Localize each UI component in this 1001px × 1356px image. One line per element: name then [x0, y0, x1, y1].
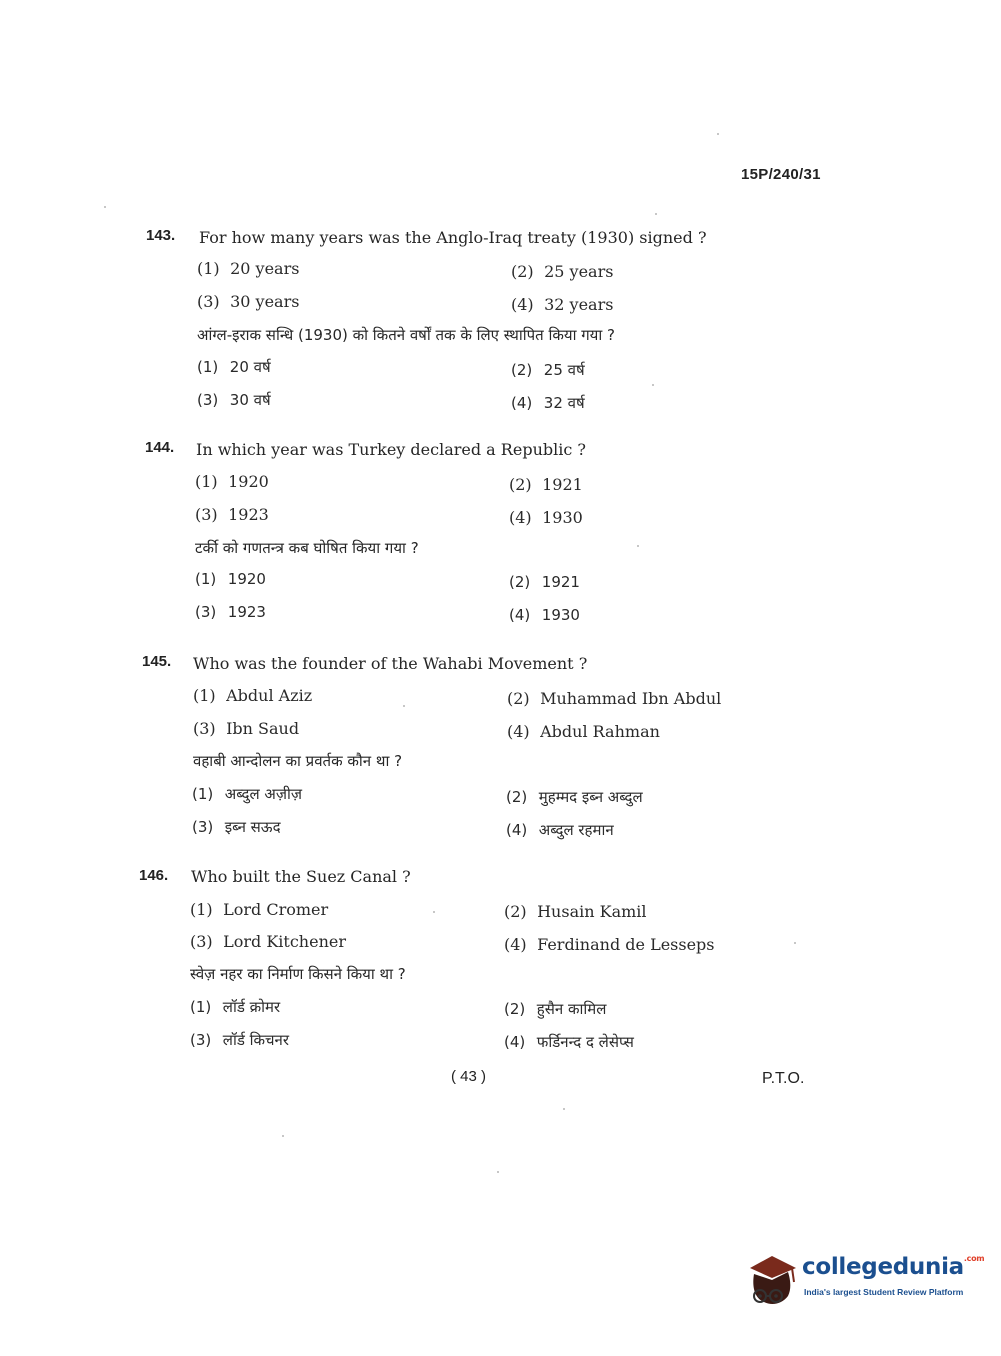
option-en-3 [197, 292, 299, 311]
option-label: (3) [190, 1031, 212, 1049]
option-label: (4) [506, 821, 528, 839]
option-text: अब्दुल अज़ीज़ [224, 785, 303, 803]
option-hi-4 [509, 606, 580, 624]
logo-wordmark [802, 1254, 984, 1280]
scan-speck [403, 705, 405, 707]
question-text-hindi: टर्की को गणतन्त्र कब घोषित किया गया ? [195, 539, 419, 557]
option-text: लॉर्ड क्रोमर [222, 998, 281, 1016]
option-hi-4 [506, 820, 614, 840]
option-en-2 [504, 902, 647, 921]
option-en-2 [511, 262, 613, 281]
option-label: (1) [193, 686, 216, 705]
collegedunia-watermark [742, 1250, 985, 1310]
option-en-1 [193, 686, 312, 705]
option-label: (1) [192, 785, 214, 803]
option-text: Lord Kitchener [223, 932, 346, 951]
question-number: 145. [142, 653, 172, 670]
option-label: (2) [511, 361, 533, 379]
option-en-4 [509, 508, 583, 527]
option-label: (1) [195, 472, 218, 491]
option-hi-3 [195, 603, 266, 621]
scan-speck [717, 133, 719, 135]
option-label: (1) [190, 900, 213, 919]
option-hi-2 [511, 360, 585, 380]
page-number: ( 43 ) [451, 1068, 487, 1085]
paper-code: 15P/240/31 [741, 166, 821, 183]
option-hi-1 [195, 570, 266, 588]
option-label: (4) [509, 508, 532, 527]
scan-speck [563, 1108, 565, 1110]
option-label: (3) [193, 719, 216, 738]
logo-tagline: India's largest Student Review Platform [804, 1287, 964, 1297]
option-en-3 [195, 505, 269, 524]
option-hi-2 [504, 999, 606, 1019]
option-label: (2) [509, 475, 532, 494]
option-text: Muhammad Ibn Abdul [540, 689, 722, 708]
option-label: (1) [190, 998, 212, 1016]
question-text-english: In which year was Turkey declared a Republic ? [196, 440, 586, 459]
option-hi-4 [511, 393, 585, 413]
option-text: 1921 [542, 475, 583, 494]
option-text: Husain Kamil [537, 902, 647, 921]
option-label: (4) [509, 606, 531, 624]
option-label: (4) [511, 295, 534, 314]
option-text: इब्न सऊद [224, 818, 281, 836]
option-hi-3 [192, 817, 281, 837]
option-text: 1921 [541, 573, 580, 591]
option-text: Ferdinand de Lesseps [537, 935, 715, 954]
option-text: 1923 [227, 603, 266, 621]
option-hi-1 [192, 784, 302, 804]
option-hi-2 [506, 787, 643, 807]
option-text: 1920 [228, 472, 269, 491]
question-text-english: Who was the founder of the Wahabi Movement ? [193, 654, 588, 673]
option-en-2 [509, 475, 583, 494]
scan-speck [497, 1171, 499, 1173]
question-text-hindi: आंग्ल-इराक सन्धि (1930) को कितने वर्षों तक के लिए स्थापित किया गया ? [197, 326, 615, 344]
option-text: 1930 [542, 508, 583, 527]
scan-speck [104, 206, 106, 208]
option-text: 25 years [544, 262, 614, 281]
question-text-hindi: स्वेज़ नहर का निर्माण किसने किया था ? [190, 965, 406, 983]
option-label: (3) [195, 603, 217, 621]
option-en-3 [190, 932, 346, 951]
option-en-1 [195, 472, 269, 491]
scan-speck [655, 213, 657, 215]
pto-label: P.T.O. [762, 1070, 805, 1087]
question-text-english: Who built the Suez Canal ? [191, 867, 411, 886]
option-text: 32 वर्ष [543, 394, 585, 412]
option-label: (4) [507, 722, 530, 741]
option-text: अब्दुल रहमान [538, 821, 614, 839]
mascot-logo-icon [742, 1250, 800, 1310]
option-text: फर्डिनन्द द लेसेप्स [536, 1033, 634, 1051]
option-label: (2) [511, 262, 534, 281]
option-label: (2) [507, 689, 530, 708]
logo-brand-text: collegedunia [802, 1254, 964, 1280]
option-label: (3) [195, 505, 218, 524]
option-en-4 [511, 295, 613, 314]
option-label: (1) [197, 259, 220, 278]
option-label: (3) [197, 292, 220, 311]
option-text: Abdul Rahman [540, 722, 660, 741]
question-number: 143. [146, 227, 176, 244]
option-text: 32 years [544, 295, 614, 314]
option-en-1 [197, 259, 299, 278]
scan-speck [433, 911, 435, 913]
option-label: (2) [504, 1000, 526, 1018]
scan-speck [637, 545, 639, 547]
option-hi-3 [197, 390, 271, 410]
option-hi-1 [190, 997, 280, 1017]
question-text-english: For how many years was the Anglo-Iraq treaty (1930) signed ? [199, 228, 707, 247]
scan-speck [794, 942, 796, 944]
question-number: 144. [145, 439, 175, 456]
option-label: (2) [504, 902, 527, 921]
option-text: 25 वर्ष [543, 361, 585, 379]
option-en-4 [507, 722, 660, 741]
option-label: (3) [190, 932, 213, 951]
option-label: (2) [506, 788, 528, 806]
option-text: मुहम्मद इब्न अब्दुल [538, 788, 643, 806]
option-text: 20 years [230, 259, 300, 278]
option-hi-2 [509, 573, 580, 591]
option-hi-3 [190, 1030, 289, 1050]
option-text: 1930 [541, 606, 580, 624]
option-label: (4) [504, 935, 527, 954]
option-label: (1) [197, 358, 219, 376]
option-label: (3) [192, 818, 214, 836]
option-text: Abdul Aziz [226, 686, 313, 705]
option-text: 30 वर्ष [229, 391, 271, 409]
option-en-2 [507, 689, 721, 708]
option-label: (2) [509, 573, 531, 591]
logo-domain-suffix: .com [963, 1254, 985, 1263]
option-en-3 [193, 719, 299, 738]
option-text: 1920 [227, 570, 266, 588]
option-hi-1 [197, 357, 271, 377]
option-label: (4) [511, 394, 533, 412]
option-text: Lord Cromer [223, 900, 329, 919]
option-text: 1923 [228, 505, 269, 524]
option-text: 30 years [230, 292, 300, 311]
option-text: 20 वर्ष [229, 358, 271, 376]
option-en-1 [190, 900, 328, 919]
scan-speck [282, 1135, 284, 1137]
option-label: (3) [197, 391, 219, 409]
question-text-hindi: वहाबी आन्दोलन का प्रवर्तक कौन था ? [193, 752, 403, 770]
question-number: 146. [139, 867, 169, 884]
scan-speck [652, 384, 654, 386]
option-text: हुसैन कामिल [536, 1000, 607, 1018]
option-text: लॉर्ड किचनर [222, 1031, 290, 1049]
option-label: (1) [195, 570, 217, 588]
option-hi-4 [504, 1032, 634, 1052]
option-en-4 [504, 935, 715, 954]
option-text: Ibn Saud [226, 719, 300, 738]
option-label: (4) [504, 1033, 526, 1051]
